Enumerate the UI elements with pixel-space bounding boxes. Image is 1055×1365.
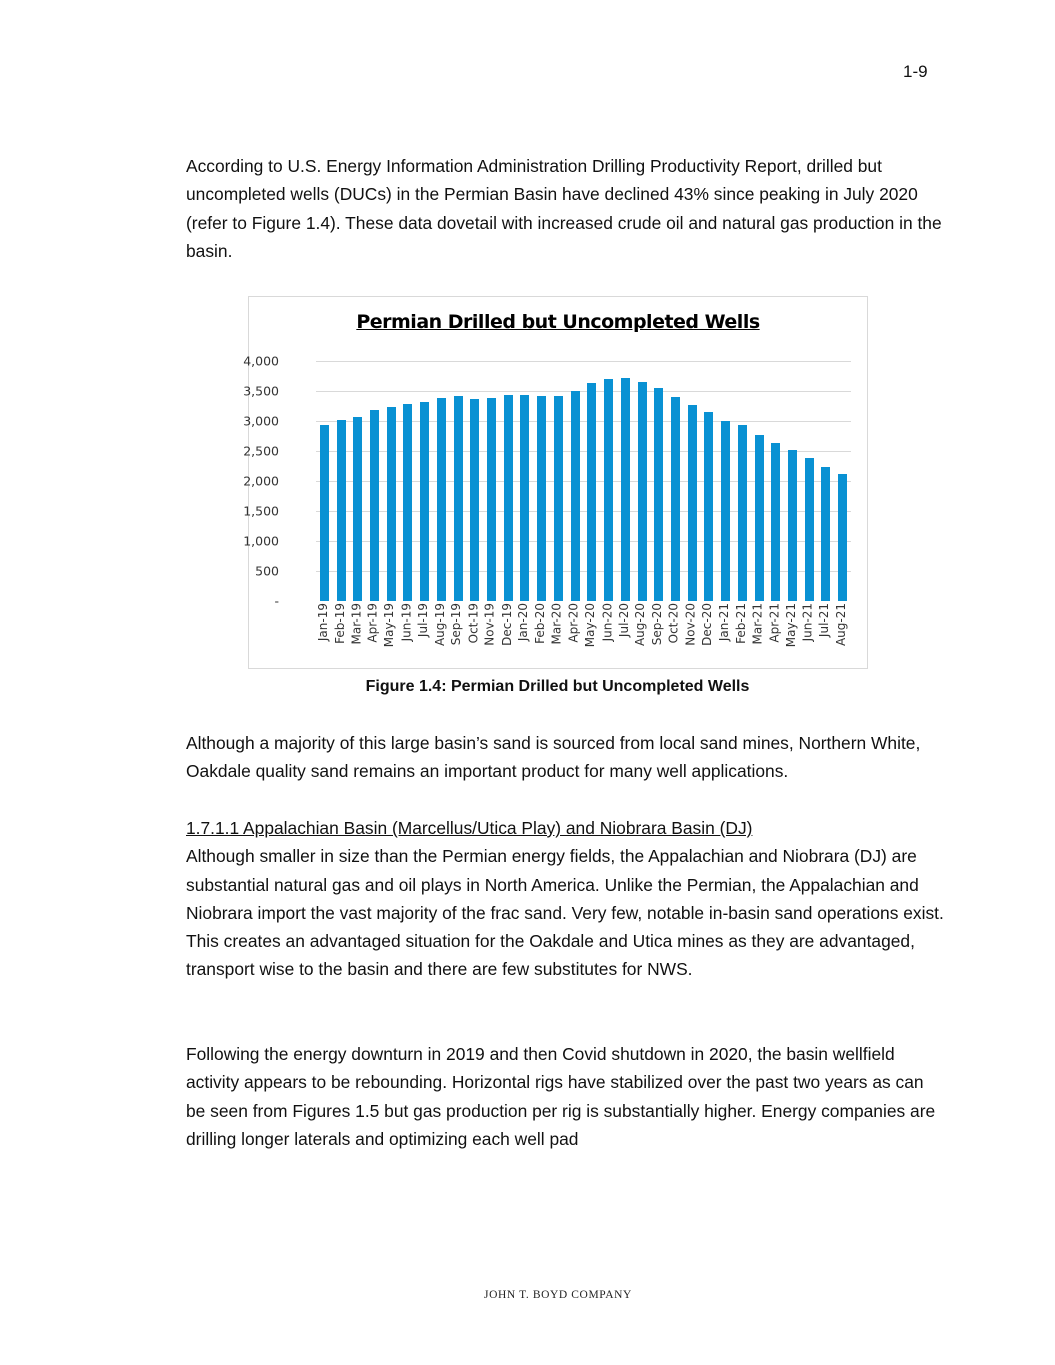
bar bbox=[437, 398, 446, 601]
y-tick-label: 2,500 bbox=[243, 443, 279, 459]
chart-title: Permian Drilled but Uncompleted Wells bbox=[356, 311, 760, 333]
y-tick-label: 2,000 bbox=[243, 473, 279, 489]
bar bbox=[755, 435, 764, 601]
bar bbox=[738, 425, 747, 601]
dCu-bar-chart bbox=[243, 296, 868, 669]
x-tick-label: Apr-19 bbox=[365, 603, 380, 643]
section-heading: 1.7.1.1 Appalachian Basin (Marcellus/Utica Play) and Niobrara Basin (DJ) bbox=[186, 818, 753, 838]
y-tick-label: 500 bbox=[255, 563, 279, 579]
bar bbox=[554, 396, 563, 601]
x-tick-label: Oct-20 bbox=[666, 603, 681, 644]
y-tick-label: - bbox=[274, 593, 279, 609]
x-tick-label: Oct-19 bbox=[466, 603, 481, 644]
bar bbox=[821, 467, 830, 601]
gridline bbox=[316, 361, 851, 362]
bar bbox=[537, 396, 546, 601]
bar bbox=[788, 450, 797, 601]
bar bbox=[587, 383, 596, 601]
x-tick-label: Jul-20 bbox=[616, 603, 631, 638]
y-tick-label: 3,500 bbox=[243, 383, 279, 399]
gridline bbox=[316, 391, 851, 392]
intro-paragraph: According to U.S. Energy Information Administration Drilling Productivity Report, drilled but uncompleted wells (DUCs) in the Permian Basin have declined 43% since peaking in July 2020 (refer to Figure 1.4). These data dovetail with increased crude oil and natural gas production in the basin. bbox=[186, 156, 942, 261]
x-tick-label: May-19 bbox=[382, 603, 397, 648]
bar bbox=[504, 395, 513, 601]
bar bbox=[671, 397, 680, 601]
downturn-paragraph: Following the energy downturn in 2019 and then Covid shutdown in 2020, the basin wellfield activity appears to be rebounding. Horizontal rigs have stabilized over the past two years as can be seen from Figures 1.5 but gas production per rig is substantially higher. Energy companies are drilling longer laterals and optimizing each well pad bbox=[186, 1044, 936, 1149]
bar bbox=[320, 425, 329, 601]
bar bbox=[387, 407, 396, 601]
bar bbox=[771, 443, 780, 601]
bar bbox=[604, 379, 613, 601]
bar bbox=[337, 420, 346, 601]
x-tick-label: Dec-19 bbox=[499, 603, 514, 646]
bar bbox=[353, 417, 362, 602]
sand-paragraph: Although a majority of this large basin’s sand is sourced from local sand mines, Northern White, Oakdale quality sand remains an important product for many well applications. bbox=[186, 733, 921, 782]
x-tick-label: Jan-20 bbox=[516, 603, 531, 642]
figure-caption: Figure 1.4: Permian Drilled but Uncompleted Wells bbox=[365, 678, 750, 695]
x-axis-labels bbox=[316, 603, 851, 663]
bar bbox=[704, 412, 713, 601]
x-tick-label: Jul-21 bbox=[817, 603, 832, 638]
y-tick-label: 4,000 bbox=[243, 353, 279, 369]
x-tick-label: Sep-19 bbox=[449, 603, 464, 646]
y-tick-label: 1,500 bbox=[243, 503, 279, 519]
x-tick-label: Dec-20 bbox=[700, 603, 715, 646]
x-tick-label: May-21 bbox=[783, 603, 798, 648]
bar bbox=[403, 404, 412, 601]
x-tick-label: Apr-21 bbox=[767, 603, 782, 643]
x-tick-label: Jun-21 bbox=[800, 603, 815, 642]
gridline bbox=[316, 421, 851, 422]
bar bbox=[571, 391, 580, 601]
bar bbox=[688, 405, 697, 601]
x-tick-label: Sep-20 bbox=[650, 603, 665, 646]
bar bbox=[454, 396, 463, 601]
x-tick-label: Nov-19 bbox=[482, 603, 497, 646]
bar bbox=[838, 474, 847, 601]
appalachian-paragraph: Although smaller in size than the Permian energy fields, the Appalachian and Niobrara (DJ) are substantial natural gas and oil plays in North America. Unlike the Permian, the Appalachian and Niobrara import the vast majority of the frac sand. Very few, notable in-basin sand operations exist. This creates an advantaged situation for the Oakdale and Utica mines as they are advantaged, transport wise to the basin and there are few substitutes for NWS. bbox=[186, 846, 944, 980]
bar bbox=[654, 388, 663, 601]
x-tick-label: Jan-21 bbox=[716, 603, 731, 642]
x-tick-label: Nov-20 bbox=[683, 603, 698, 646]
x-tick-label: Jun-19 bbox=[399, 603, 414, 642]
x-tick-label: Feb-21 bbox=[733, 603, 748, 644]
bar bbox=[370, 410, 379, 601]
x-tick-label: Mar-21 bbox=[750, 603, 765, 645]
appalachian-section bbox=[186, 814, 946, 984]
x-tick-label: May-20 bbox=[583, 603, 598, 648]
bar bbox=[621, 378, 630, 601]
x-tick-label: Aug-20 bbox=[633, 603, 648, 647]
company-footer: JOHN T. BOYD COMPANY bbox=[484, 1289, 632, 1301]
plot-area bbox=[243, 353, 851, 609]
bar bbox=[520, 395, 529, 601]
x-tick-label: Jun-20 bbox=[599, 603, 614, 642]
x-tick-label: Jan-19 bbox=[315, 603, 330, 642]
x-tick-label: Apr-20 bbox=[566, 603, 581, 643]
x-tick-label: Aug-21 bbox=[833, 603, 848, 647]
bar bbox=[721, 421, 730, 601]
bar bbox=[420, 402, 429, 601]
y-tick-label: 3,000 bbox=[243, 413, 279, 429]
bar bbox=[487, 398, 496, 601]
x-tick-label: Feb-19 bbox=[332, 603, 347, 644]
x-tick-label: Mar-20 bbox=[549, 603, 564, 645]
y-tick-label: 1,000 bbox=[243, 533, 279, 549]
bar bbox=[638, 382, 647, 601]
x-tick-label: Jul-19 bbox=[416, 603, 430, 638]
page-number: 1-9 bbox=[903, 62, 928, 81]
x-tick-label: Aug-19 bbox=[432, 603, 447, 647]
x-tick-label: Mar-19 bbox=[349, 603, 364, 645]
x-tick-label: Feb-20 bbox=[533, 603, 548, 644]
bar bbox=[470, 399, 479, 601]
bar bbox=[805, 458, 814, 601]
